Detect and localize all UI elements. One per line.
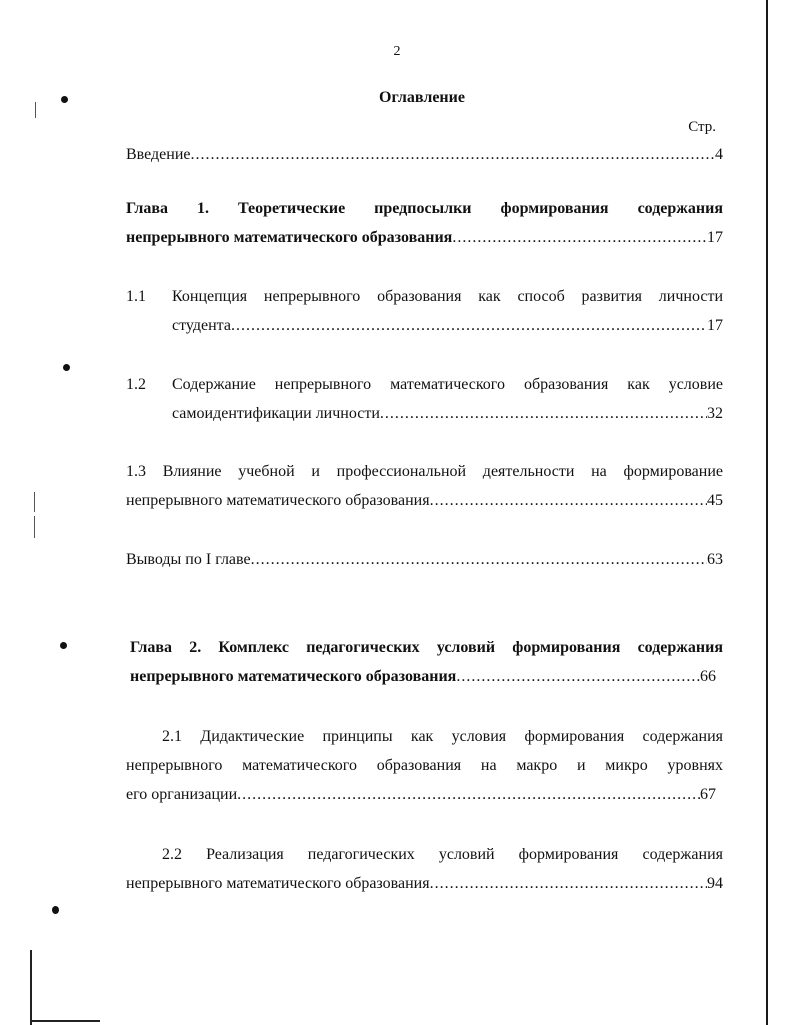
scan-tick — [34, 516, 35, 538]
toc-entry-chapter-2[interactable] — [130, 633, 723, 691]
scan-edge-bottom — [30, 1020, 100, 1022]
toc-entry-section-1-3[interactable] — [126, 457, 723, 515]
scan-edge-left — [30, 950, 32, 1025]
toc-entry-section-1-2[interactable] — [126, 370, 723, 428]
toc-entry-introduction[interactable] — [126, 140, 723, 169]
toc-entry-section-2-2[interactable] — [126, 840, 723, 898]
toc-entry-line: студента — [172, 317, 231, 334]
toc-entry-section-1-1[interactable] — [126, 282, 723, 340]
page-column-label: Стр. — [688, 119, 716, 135]
toc-leader — [430, 869, 707, 898]
toc-entry-line: 2.1 Дидактические принципы как условия формирования содержания — [162, 728, 723, 745]
toc-entry-line: его организации — [126, 786, 238, 803]
toc-section-number: 1.1 — [126, 288, 146, 305]
toc-leader — [191, 140, 716, 169]
toc-entry-label: Выводы по I главе — [126, 551, 251, 568]
punch-hole-mark — [63, 364, 70, 371]
toc-entry-line: 2.2 Реализация педагогических условий формирования содержания — [162, 846, 723, 863]
toc-entry-page: 4 — [715, 146, 723, 163]
toc-entry-chapter-1[interactable] — [126, 194, 723, 252]
toc-entry-line: непрерывного математического образования на макро и микро уровнях — [126, 757, 723, 774]
toc-section-number: 1.2 — [126, 376, 146, 393]
toc-entry-page: 17 — [707, 317, 723, 334]
toc-entry-line: Глава 2. Комплекс педагогических условий формирования содержания — [130, 639, 723, 656]
toc-leader — [251, 545, 707, 574]
punch-hole-mark — [52, 906, 59, 914]
toc-entry-line: непрерывного математического образования — [126, 875, 430, 892]
toc-leader — [452, 223, 707, 252]
toc-entry-conclusions-1[interactable] — [126, 545, 723, 574]
toc-entry-section-2-1[interactable] — [126, 722, 723, 809]
toc-entry-line: 1.3 Влияние учебной и профессиональной деятельности на формирование — [126, 463, 723, 480]
toc-leader — [380, 399, 707, 428]
toc-entry-page: 67 — [700, 786, 716, 803]
toc-entry-page: 94 — [707, 875, 723, 892]
page-number: 2 — [393, 44, 401, 59]
toc-entry-page: 63 — [707, 551, 723, 568]
scan-tick — [34, 492, 35, 512]
punch-hole-mark — [60, 642, 67, 649]
toc-entry-page: 66 — [700, 668, 716, 685]
toc-leader — [231, 311, 707, 340]
toc-entry-line: Концепция непрерывного образования как способ развития личности — [172, 288, 723, 305]
scan-edge-right — [766, 0, 768, 1025]
toc-entry-line: Содержание непрерывного математического образования как условие — [172, 376, 723, 393]
toc-entry-line: непрерывного математического образования — [126, 229, 453, 246]
toc-entry-page: 32 — [707, 405, 723, 422]
toc-entry-line: самоидентификации личности — [172, 405, 380, 422]
toc-entry-line: Глава 1. Теоретические предпосылки формирования содержания — [126, 200, 723, 217]
toc-leader — [430, 486, 707, 515]
toc-entry-line: непрерывного математического образования — [126, 492, 430, 509]
toc-entry-page: 17 — [707, 229, 723, 246]
toc-entry-line: непрерывного математического образования — [130, 668, 457, 685]
toc-leader — [456, 662, 700, 691]
toc-entry-page: 45 — [707, 492, 723, 509]
toc-leader — [237, 780, 700, 809]
toc-entry-label: Введение — [126, 146, 191, 163]
toc-title: Оглавление — [379, 89, 465, 106]
